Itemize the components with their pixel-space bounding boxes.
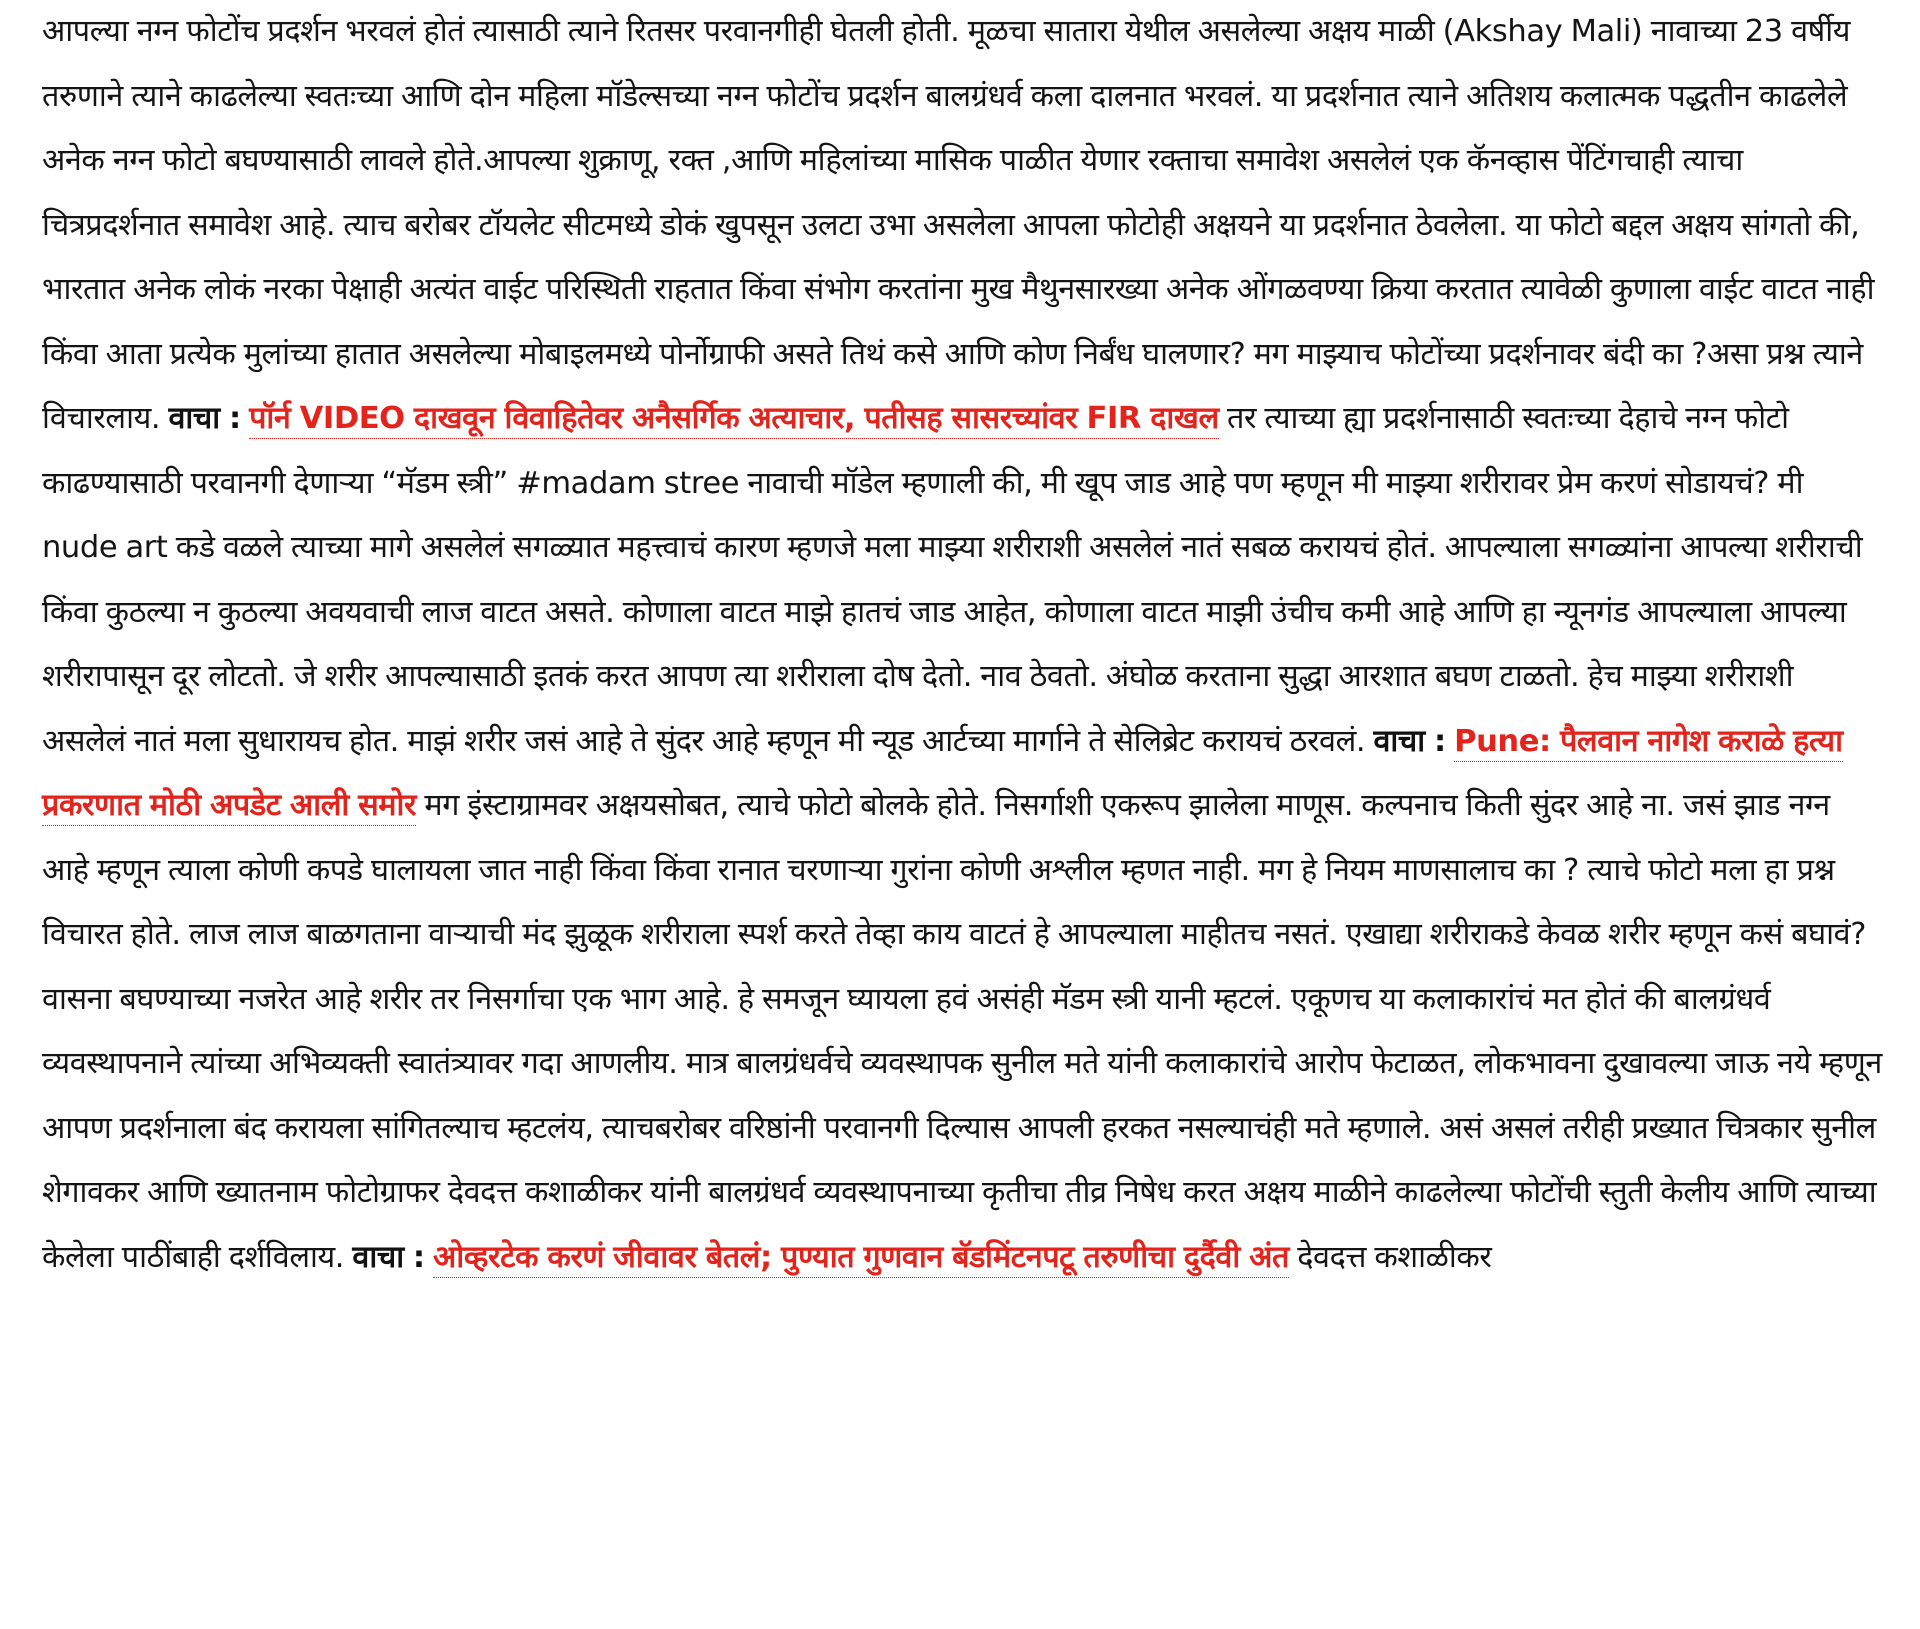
read-label: वाचा : [168,401,241,436]
paragraph-text: आपल्या नग्न फोटोंच प्रदर्शन भरवलं होतं त्यासाठी त्याने रितसर परवानगीही घेतली होती. मूळचा सातारा येथील असलेल्या अक्षय माळी (Akshay Mali) नावाच्या 23 वर्षीय तरुणाने त्याने काढलेल्या स्वतःच्या आणि दोन महिला मॉडेल्सच्या नग्न फोटोंच प्रदर्शन बालग्रंधर्व कला दालनात भरवलं. या प्रदर्शनात त्याने अतिशय कलात्मक पद्धतीन काढलेले अनेक नग्न फोटो बघण्यासाठी लावले होते.आपल्या शुक्राणू, रक्त ,आणि महिलांच्या मासिक पाळीत येणार रक्ताचा समावेश असलेलं एक कॅनव्हास पेंटिंगचाही त्याचा चित्रप्रदर्शनात समावेश आहे. त्याच बरोबर टॉयलेट सीटमध्ये डोकं खुपसून उलटा उभा असलेला आपला फोटोही अक्षयने या प्रदर्शनात ठेवलेला. या फोटो बद्दल अक्षय सांगतो की, भारतात अनेक लोकं नरका पेक्षाही अत्यंत वाईट परिस्थिती राहतात किंवा संभोग करतांना मुख मैथुनसारख्या अनेक ओंगळवण्या क्रिया करतात त्यावेळी कुणाला वाईट वाटत नाही किंवा आता प्रत्येक मुलांच्या हातात असलेल्या मोबाइलमध्ये पोर्नोग्राफी असते तिथं कसे आणि कोण निर्बंध घालणार? मग माझ्याच फोटोंच्या प्रदर्शनावर बंदी का ?असा प्रश्न त्याने विचारलाय. [42,14,1875,436]
paragraph-text: मग इंस्टाग्रामवर अक्षयसोबत, त्याचे फोटो बोलके होते. निसर्गाशी एकरूप झालेला माणूस. कल्पनाच किती सुंदर आहे ना. जसं झाड नग्न आहे म्हणून त्याला कोणी कपडे घालायला जात नाही किंवा किंवा रानात चरणाऱ्या गुरांना कोणी अश्लील म्हणत नाही. मग हे नियम माणसालाच का ? त्याचे फोटो मला हा प्रश्न विचारत होते. लाज लाज बाळगताना वाऱ्याची मंद झुळूक शरीराला स्पर्श करते तेव्हा काय वाटतं हे आपल्याला माहीतच नसतं. एखाद्या शरीराकडे केवळ शरीर म्हणून कसं बघावं? वासना बघण्याच्या नजरेत आहे शरीर तर निसर्गाचा एक भाग आहे. हे समजून घ्यायला हवं असंही मॅडम स्त्री यानी म्हटलं. एकूणच या कलाकारांचं मत होतं की बालग्रंधर्व व्यवस्थापनाने त्यांच्या अभिव्यक्ती स्वातंत्र्यावर गदा आणलीय. मात्र बालग्रंधर्वचे व्यवस्थापक सुनील मते यांनी कलाकारांचे आरोप फेटाळत, लोकभावना दुखावल्या जाऊ नये म्हणून आपण प्रदर्शनाला बंद करायला सांगितल्याच म्हटलंय, त्याचबरोबर वरिष्ठांनी परवानगी दिल्यास आपली हरकत नसल्याचंही मते म्हणाले. असं असलं तरीही प्रख्यात चित्रकार सुनील शेगावकर आणि ख्यातनाम फोटोग्राफर देवदत्त कशाळीकर यांनी बालग्रंधर्व व्यवस्थापनाच्या कृतीचा तीव्र निषेध करत अक्षय माळीने काढलेल्या फोटोंची स्तुती केलीय आणि त्याच्या केलेला पाठींबाही दर्शविलाय. [42,788,1882,1275]
related-article-link[interactable]: पॉर्न VIDEO दाखवून विवाहितेवर अनैसर्गिक अत्याचार, पतीसह सासरच्यांवर FIR दाखल [249,401,1219,439]
read-label: वाचा : [352,1239,425,1275]
related-article-link[interactable]: ओव्हरटेक करणं जीवावर बेतलं; पुण्यात गुणवान बॅडमिंटनपटू तरुणीचा दुर्दैवी अंत [433,1240,1289,1278]
paragraph-text: तर त्याच्या ह्या प्रदर्शनासाठी स्वतःच्या देहाचे नग्न फोटो काढण्यासाठी परवानगी देणाऱ्या “मॅडम स्त्री” #madam stree नावाची मॉडेल म्हणाली की, मी खूप जाड आहे पण म्हणून मी माझ्या शरीरावर प्रेम करणं सोडायचं? मी nude art कडे वळले त्याच्या मागे असलेलं सगळ्यात महत्त्वाचं कारण म्हणजे मला माझ्या शरीराशी असलेलं नातं सबळ करायचं होतं. आपल्याला सगळ्यांना आपल्या शरीराची किंवा कुठल्या न कुठल्या अवयवाची लाज वाटत असते. कोणाला वाटत माझे हातचं जाड आहेत, कोणाला वाटत माझी उंचीच कमी आहे आणि हा न्यूनगंड आपल्याला आपल्या शरीरापासून दूर लोटतो. जे शरीर आपल्यासाठी इतकं करत आपण त्या शरीराला दोष देतो. नाव ठेवतो. अंघोळ करताना सुद्धा आरशात बघण टाळतो. हेच माझ्या शरीराशी असलेलं नातं मला सुधारायच होत. माझं शरीर जसं आहे ते सुंदर आहे म्हणून मी न्यूड आर्टच्या मार्गाने ते सेलिब्रेट करायचं ठरवलं. [42,401,1863,759]
related-article-link[interactable]: Pune: पैलवान नागेश कराळे हत्या प्रकरणात मोठी अपडेट आली समोर [42,724,1843,827]
read-label: वाचा : [1373,723,1446,759]
article-body [42,0,1882,1290]
paragraph-text: देवदत्त कशाळीकर [1297,1239,1492,1275]
article-paragraph [42,0,1882,1290]
